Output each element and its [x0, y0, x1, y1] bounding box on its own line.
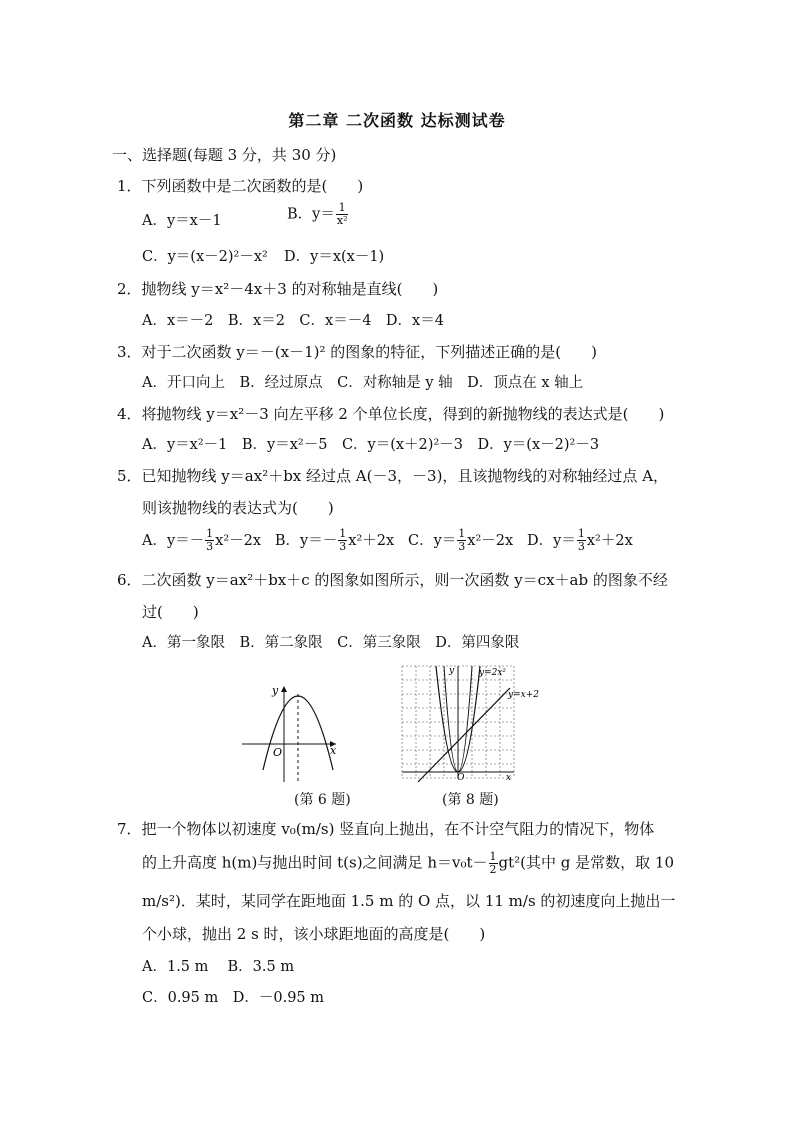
fig6-origin-label: O: [273, 746, 283, 759]
q1-option-d: D．y＝x(x－1): [284, 249, 385, 265]
question-5-stem-line-1: 5．已知抛物线 y＝ax²＋bx 经过点 A(－3，－3)，且该抛物线的对称轴经过点 A，: [117, 467, 669, 485]
q7-options-ab: A．1.5 m B．3.5 m: [142, 959, 295, 975]
q1-option-a: A．y＝x－1: [142, 213, 222, 229]
fig6-x-label: x: [330, 744, 337, 757]
question-7-line-4: 个小球，抛出 2 s 时，该小球距地面的高度是( ): [142, 925, 486, 943]
fig6-y-label: y: [272, 684, 279, 697]
fig8-curve-label: y=2x²: [479, 668, 507, 678]
q7-options-cd: C．0.95 m D．－0.95 m: [142, 990, 325, 1006]
q1-option-b: B．y＝ $\frac{1}{\text{x²}}$: [287, 201, 348, 227]
q6-options: A．第一象限 B．第二象限 C．第三象限 D．第四象限: [142, 635, 520, 651]
q2-options: A．x＝－2 B．x＝2 C．x＝－4 D．x＝4: [142, 313, 444, 329]
fig8-origin-label: O: [457, 773, 465, 783]
fig6-y-arrow: [281, 686, 287, 692]
q5-option-d: D．y＝ $\frac{1}{3}$ x²＋2x: [527, 527, 633, 553]
question-3-stem: 3．对于二次函数 y＝－(x－1)² 的图象的特征，下列描述正确的是( ): [117, 343, 597, 361]
page-title: 第二章 二次函数 达标测试卷: [288, 111, 506, 130]
question-7-line-1: 7．把一个物体以初速度 v₀(m/s) 竖直向上抛出，在不计空气阻力的情况下，物体: [117, 820, 655, 838]
question-5-stem-line-2: 则该抛物线的表达式为( ): [142, 499, 334, 517]
figure-8-caption: (第 8 题): [442, 792, 499, 808]
section-heading: 一、选择题(每题 3 分，共 30 分): [112, 146, 337, 164]
figure-8-graph: [400, 664, 550, 784]
figure-6-caption: (第 6 题): [294, 792, 351, 808]
q1-option-c: C．y＝(x－2)²－x²: [142, 249, 268, 265]
fig8-line-y-x-plus-2: [418, 688, 510, 782]
fig8-y-label: y: [449, 666, 455, 676]
question-7-line-2: 的上升高度 h(m)与抛出时间 t(s)之间满足 h＝v₀t－ $\frac{1}{2}$ gt²(其中 g 是常数，取 10: [142, 850, 674, 876]
q5-options: [142, 528, 633, 553]
q3-options: A．开口向上 B．经过原点 C．对称轴是 y 轴 D．顶点在 x 轴上: [142, 375, 584, 391]
q1-b-numerator: 1: [336, 202, 349, 215]
question-2-stem: 2．抛物线 y＝x²－4x＋3 的对称轴是直线( ): [117, 280, 439, 298]
question-6-stem-line-1: 6．二次函数 y＝ax²＋bx＋c 的图象如图所示，则一次函数 y＝cx＋ab 的图象不经: [117, 571, 668, 589]
question-6-stem-line-2: 过( ): [142, 603, 199, 621]
question-4-stem: 4．将抛物线 y＝x²－3 向左平移 2 个单位长度，得到的新抛物线的表达式是( ): [117, 405, 665, 423]
q5-option-b: B．y＝－ $\frac{1}{3}$ x²＋2x: [274, 527, 395, 553]
fig8-line-label: y=x+2: [508, 690, 539, 700]
figure-6-parabola: [238, 682, 342, 784]
question-7-line-3: m/s²)．某时，某同学在距地面 1.5 m 的 O 点，以 11 m/s 的初速度向上抛出一: [142, 892, 676, 910]
q1-b-denominator: x²: [336, 214, 348, 227]
q5-option-a: A．y＝－ $\frac{1}{3}$ x²－2x: [142, 527, 262, 553]
q5-option-c: C．y＝ $\frac{1}{3}$ x²－2x: [408, 527, 514, 553]
question-1-stem: 1．下列函数中是二次函数的是( ): [117, 177, 364, 195]
q4-options: A．y＝x²－1 B．y＝x²－5 C．y＝(x＋2)²－3 D．y＝(x－2)²－3: [142, 437, 600, 453]
fig8-x-label: x: [506, 773, 512, 783]
